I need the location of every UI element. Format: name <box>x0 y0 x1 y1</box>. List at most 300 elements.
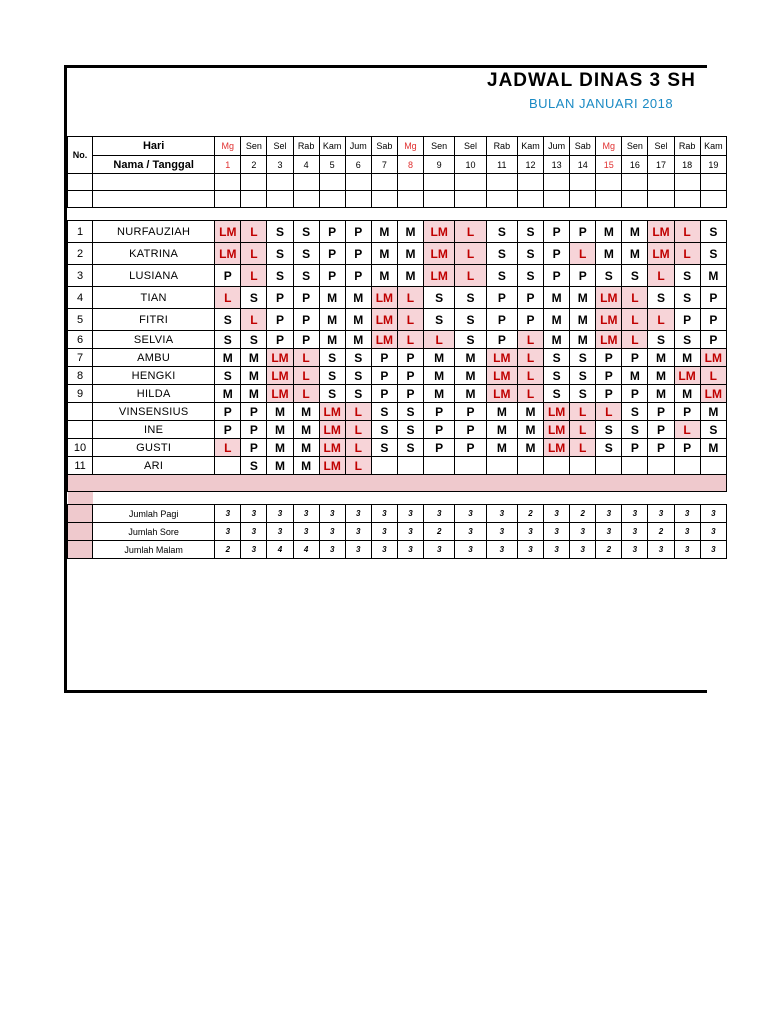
shift-cell[interactable]: P <box>241 439 267 457</box>
empty-cell <box>215 174 241 191</box>
shift-cell[interactable]: S <box>215 331 241 349</box>
shift-cell[interactable]: S <box>674 287 700 309</box>
shift-cell[interactable]: LM <box>319 421 345 439</box>
shift-cell[interactable]: L <box>215 439 241 457</box>
shift-cell[interactable]: LM <box>544 403 570 421</box>
shift-cell[interactable]: M <box>570 331 596 349</box>
shift-cell[interactable]: S <box>700 243 726 265</box>
shift-cell[interactable]: S <box>319 385 345 403</box>
shift-cell[interactable]: M <box>319 287 345 309</box>
shift-cell[interactable]: M <box>397 221 423 243</box>
shift-cell[interactable]: P <box>319 221 345 243</box>
shift-cell[interactable]: S <box>544 367 570 385</box>
shift-cell[interactable]: S <box>371 421 397 439</box>
shift-cell[interactable]: LM <box>267 349 293 367</box>
shift-cell[interactable]: P <box>570 221 596 243</box>
shift-cell[interactable]: P <box>319 265 345 287</box>
shift-cell[interactable]: M <box>486 439 517 457</box>
shift-cell[interactable]: P <box>455 421 486 439</box>
shift-cell[interactable] <box>397 457 423 475</box>
shift-cell[interactable]: P <box>293 287 319 309</box>
shift-cell[interactable]: P <box>319 243 345 265</box>
shift-cell[interactable]: P <box>648 403 674 421</box>
date-cell: 11 <box>486 156 517 174</box>
shift-cell[interactable]: P <box>345 243 371 265</box>
band-side-cell <box>68 523 93 541</box>
shift-cell[interactable]: P <box>241 403 267 421</box>
shift-cell[interactable]: P <box>267 287 293 309</box>
shift-cell[interactable]: M <box>293 403 319 421</box>
shift-cell[interactable]: P <box>700 309 726 331</box>
shift-cell[interactable]: LM <box>215 243 241 265</box>
shift-cell[interactable]: S <box>345 349 371 367</box>
total-value: 3 <box>544 541 570 559</box>
shift-cell[interactable]: P <box>700 331 726 349</box>
shift-cell[interactable]: S <box>596 421 622 439</box>
shift-cell[interactable]: S <box>570 349 596 367</box>
shift-cell[interactable]: S <box>700 221 726 243</box>
shift-cell[interactable]: P <box>544 243 570 265</box>
empty-cell <box>345 174 371 191</box>
empty-cell <box>544 191 570 208</box>
shift-cell[interactable]: L <box>241 309 267 331</box>
shift-cell[interactable]: P <box>700 287 726 309</box>
shift-cell[interactable] <box>215 457 241 475</box>
shift-cell[interactable]: L <box>596 403 622 421</box>
shift-cell[interactable]: L <box>700 367 726 385</box>
shift-cell[interactable]: LM <box>215 221 241 243</box>
shift-cell[interactable]: S <box>293 265 319 287</box>
shift-cell[interactable]: M <box>397 265 423 287</box>
shift-cell[interactable]: LM <box>371 309 397 331</box>
shift-cell[interactable]: P <box>215 403 241 421</box>
shift-cell[interactable]: LM <box>319 457 345 475</box>
staff-row <box>68 265 727 287</box>
shift-cell[interactable]: P <box>455 439 486 457</box>
shift-cell[interactable]: L <box>345 439 371 457</box>
shift-cell[interactable]: LM <box>319 403 345 421</box>
shift-cell[interactable]: L <box>241 221 267 243</box>
shift-cell[interactable]: S <box>455 309 486 331</box>
shift-cell[interactable]: LM <box>424 221 455 243</box>
shift-cell[interactable]: M <box>648 349 674 367</box>
shift-cell[interactable]: P <box>455 403 486 421</box>
shift-cell[interactable]: P <box>517 309 543 331</box>
empty-cell <box>68 191 93 208</box>
shift-cell[interactable]: LM <box>267 385 293 403</box>
date-cell: 5 <box>319 156 345 174</box>
shift-cell[interactable]: L <box>345 403 371 421</box>
shift-cell[interactable]: LM <box>371 287 397 309</box>
shift-cell[interactable]: M <box>241 367 267 385</box>
shift-cell[interactable]: M <box>596 221 622 243</box>
empty-cell <box>648 174 674 191</box>
shift-cell[interactable]: S <box>293 243 319 265</box>
shift-cell[interactable]: M <box>622 221 648 243</box>
shift-cell[interactable]: M <box>517 439 543 457</box>
shift-cell[interactable]: L <box>674 243 700 265</box>
shift-cell[interactable]: S <box>241 287 267 309</box>
staff-row <box>68 421 727 439</box>
shift-cell[interactable]: M <box>397 243 423 265</box>
shift-cell[interactable]: P <box>345 221 371 243</box>
staff-row <box>68 331 727 349</box>
shift-cell[interactable]: S <box>397 439 423 457</box>
shift-cell[interactable]: S <box>241 457 267 475</box>
shift-cell[interactable]: P <box>397 349 423 367</box>
shift-cell[interactable]: L <box>622 287 648 309</box>
shift-cell[interactable]: M <box>517 403 543 421</box>
shift-cell[interactable]: L <box>570 421 596 439</box>
shift-cell[interactable]: M <box>570 309 596 331</box>
shift-cell[interactable]: S <box>544 385 570 403</box>
shift-cell[interactable]: P <box>371 349 397 367</box>
shift-cell[interactable]: LM <box>648 221 674 243</box>
shift-cell[interactable]: P <box>486 331 517 349</box>
shift-cell[interactable]: L <box>345 457 371 475</box>
total-value: 2 <box>517 505 543 523</box>
total-value: 2 <box>596 541 622 559</box>
shift-cell[interactable]: S <box>267 243 293 265</box>
shift-cell[interactable]: M <box>622 367 648 385</box>
shift-cell[interactable]: L <box>345 421 371 439</box>
staff-name: TIAN <box>93 287 215 309</box>
shift-cell[interactable]: M <box>517 421 543 439</box>
shift-cell[interactable]: S <box>345 385 371 403</box>
shift-cell[interactable]: M <box>486 421 517 439</box>
shift-cell[interactable]: M <box>455 367 486 385</box>
shift-cell[interactable]: P <box>293 331 319 349</box>
shift-cell[interactable]: M <box>345 331 371 349</box>
band-side-cell <box>68 492 93 505</box>
shift-cell[interactable]: S <box>424 287 455 309</box>
shift-cell[interactable]: LM <box>371 331 397 349</box>
shift-cell[interactable]: S <box>293 221 319 243</box>
shift-cell[interactable]: M <box>293 457 319 475</box>
staff-row <box>68 457 727 475</box>
shift-cell[interactable] <box>700 457 726 475</box>
shift-cell[interactable]: P <box>267 309 293 331</box>
shift-cell[interactable]: P <box>622 385 648 403</box>
shift-cell[interactable]: M <box>319 331 345 349</box>
shift-cell[interactable] <box>570 457 596 475</box>
shift-cell[interactable]: P <box>596 385 622 403</box>
shift-cell[interactable]: LM <box>544 421 570 439</box>
shift-cell[interactable]: P <box>674 439 700 457</box>
empty-cell <box>517 174 543 191</box>
shift-cell[interactable]: M <box>215 349 241 367</box>
shift-cell[interactable]: LM <box>486 349 517 367</box>
shift-cell[interactable]: S <box>596 265 622 287</box>
staff-name: NURFAUZIAH <box>93 221 215 243</box>
empty-cell <box>622 174 648 191</box>
shift-cell[interactable]: P <box>371 367 397 385</box>
shift-cell[interactable]: S <box>267 221 293 243</box>
shift-cell[interactable]: M <box>267 457 293 475</box>
shift-cell[interactable]: S <box>397 421 423 439</box>
shift-cell[interactable]: LM <box>544 439 570 457</box>
shift-cell[interactable]: P <box>674 403 700 421</box>
shift-cell[interactable] <box>455 457 486 475</box>
hari-header: Hari <box>93 137 215 156</box>
shift-cell[interactable]: S <box>241 331 267 349</box>
shift-cell[interactable]: L <box>517 385 543 403</box>
shift-cell[interactable]: L <box>570 403 596 421</box>
shift-cell[interactable] <box>596 457 622 475</box>
shift-cell[interactable]: S <box>596 439 622 457</box>
shift-cell[interactable]: L <box>674 221 700 243</box>
total-value: 3 <box>215 505 241 523</box>
shift-cell[interactable]: S <box>424 309 455 331</box>
empty-cell <box>293 191 319 208</box>
shift-cell[interactable]: S <box>215 309 241 331</box>
shift-cell[interactable]: L <box>293 349 319 367</box>
total-value: 3 <box>345 541 371 559</box>
shift-cell[interactable]: S <box>648 331 674 349</box>
shift-cell[interactable]: S <box>319 349 345 367</box>
shift-cell[interactable]: LM <box>596 287 622 309</box>
shift-cell[interactable]: P <box>424 403 455 421</box>
shift-cell[interactable]: M <box>345 287 371 309</box>
shift-cell[interactable]: M <box>215 385 241 403</box>
day-name-cell: Rab <box>486 137 517 156</box>
staff-number: 2 <box>68 243 93 265</box>
shift-cell[interactable]: LM <box>674 367 700 385</box>
shift-cell[interactable]: S <box>215 367 241 385</box>
shift-cell[interactable]: S <box>570 367 596 385</box>
total-value: 3 <box>371 541 397 559</box>
shift-cell[interactable]: L <box>517 331 543 349</box>
shift-cell[interactable]: M <box>424 349 455 367</box>
shift-cell[interactable] <box>424 457 455 475</box>
shift-cell[interactable]: M <box>648 367 674 385</box>
shift-cell[interactable] <box>622 457 648 475</box>
shift-cell[interactable] <box>517 457 543 475</box>
shift-cell[interactable]: L <box>622 331 648 349</box>
shift-cell[interactable]: S <box>700 421 726 439</box>
shift-cell[interactable]: M <box>267 439 293 457</box>
shift-cell[interactable]: M <box>424 385 455 403</box>
shift-cell[interactable]: M <box>293 421 319 439</box>
shift-cell[interactable]: LM <box>267 367 293 385</box>
shift-cell[interactable]: P <box>293 309 319 331</box>
staff-row <box>68 309 727 331</box>
shift-cell[interactable] <box>648 457 674 475</box>
shift-cell[interactable]: P <box>648 439 674 457</box>
total-value: 3 <box>486 541 517 559</box>
shift-cell[interactable]: L <box>622 309 648 331</box>
shift-cell[interactable]: P <box>215 265 241 287</box>
shift-cell[interactable]: P <box>424 421 455 439</box>
empty-cell <box>596 174 622 191</box>
total-value: 4 <box>267 541 293 559</box>
shift-cell[interactable]: S <box>345 367 371 385</box>
shift-cell[interactable]: M <box>544 287 570 309</box>
shift-cell[interactable]: S <box>267 265 293 287</box>
shift-cell[interactable] <box>371 457 397 475</box>
shift-cell[interactable]: P <box>267 331 293 349</box>
shift-cell[interactable]: S <box>397 403 423 421</box>
shift-cell[interactable]: M <box>241 385 267 403</box>
shift-cell[interactable]: P <box>544 221 570 243</box>
staff-number: 3 <box>68 265 93 287</box>
band-cell <box>68 475 727 492</box>
shift-cell[interactable]: S <box>455 331 486 349</box>
shift-cell[interactable]: LM <box>424 265 455 287</box>
shift-cell[interactable]: P <box>622 439 648 457</box>
shift-cell[interactable]: M <box>293 439 319 457</box>
shift-cell[interactable] <box>486 457 517 475</box>
staff-number: 8 <box>68 367 93 385</box>
shift-cell[interactable]: P <box>424 439 455 457</box>
shift-cell[interactable]: S <box>455 287 486 309</box>
shift-cell[interactable]: M <box>674 349 700 367</box>
empty-cell <box>319 191 345 208</box>
shift-cell[interactable]: L <box>215 287 241 309</box>
shift-cell[interactable]: S <box>674 331 700 349</box>
shift-cell[interactable]: P <box>486 309 517 331</box>
shift-cell[interactable]: L <box>397 309 423 331</box>
shift-cell[interactable]: S <box>486 221 517 243</box>
shift-cell[interactable]: S <box>319 367 345 385</box>
shift-cell[interactable]: LM <box>319 439 345 457</box>
shift-cell[interactable]: LM <box>700 385 726 403</box>
shift-cell[interactable]: M <box>345 309 371 331</box>
day-name-cell: Kam <box>700 137 726 156</box>
shift-cell[interactable]: P <box>544 265 570 287</box>
shift-cell[interactable]: L <box>241 243 267 265</box>
shift-cell[interactable]: L <box>570 243 596 265</box>
shift-cell[interactable]: L <box>455 243 486 265</box>
shift-cell[interactable]: P <box>486 287 517 309</box>
shift-cell[interactable]: P <box>570 265 596 287</box>
total-value: 2 <box>570 505 596 523</box>
total-value: 3 <box>371 505 397 523</box>
shift-cell[interactable]: S <box>674 265 700 287</box>
shift-cell[interactable]: L <box>424 331 455 349</box>
shift-cell[interactable]: M <box>700 439 726 457</box>
shift-cell[interactable]: LM <box>596 309 622 331</box>
shift-cell[interactable]: LM <box>648 243 674 265</box>
shift-cell[interactable]: M <box>241 349 267 367</box>
total-value: 3 <box>486 523 517 541</box>
shift-cell[interactable]: P <box>215 421 241 439</box>
shift-cell[interactable]: M <box>455 349 486 367</box>
shift-cell[interactable]: M <box>622 243 648 265</box>
shift-cell[interactable]: LM <box>486 367 517 385</box>
total-value: 3 <box>596 505 622 523</box>
shift-cell[interactable]: M <box>371 243 397 265</box>
date-cell: 17 <box>648 156 674 174</box>
shift-cell[interactable]: L <box>517 367 543 385</box>
empty-cell <box>648 191 674 208</box>
shift-cell[interactable]: M <box>319 309 345 331</box>
shift-cell[interactable]: S <box>570 385 596 403</box>
shift-cell[interactable]: S <box>622 403 648 421</box>
staff-row <box>68 385 727 403</box>
shift-cell[interactable]: L <box>293 385 319 403</box>
shift-cell[interactable]: S <box>544 349 570 367</box>
shift-cell[interactable]: L <box>570 439 596 457</box>
staff-row <box>68 403 727 421</box>
shift-cell[interactable]: M <box>544 309 570 331</box>
shift-cell[interactable] <box>544 457 570 475</box>
shift-cell[interactable]: M <box>267 421 293 439</box>
shift-cell[interactable]: L <box>517 349 543 367</box>
shift-cell[interactable]: L <box>397 331 423 349</box>
shift-cell[interactable]: M <box>674 385 700 403</box>
shift-cell[interactable]: S <box>517 221 543 243</box>
shift-cell[interactable]: M <box>544 331 570 349</box>
shift-cell[interactable]: L <box>397 287 423 309</box>
shift-cell[interactable]: P <box>397 385 423 403</box>
shift-cell[interactable] <box>674 457 700 475</box>
shift-cell[interactable]: M <box>596 243 622 265</box>
shift-cell[interactable]: M <box>700 265 726 287</box>
shift-cell[interactable]: M <box>371 221 397 243</box>
empty-cell <box>293 174 319 191</box>
shift-cell[interactable]: S <box>648 287 674 309</box>
shift-cell[interactable]: S <box>371 403 397 421</box>
total-value: 3 <box>424 505 455 523</box>
shift-cell[interactable]: S <box>371 439 397 457</box>
shift-cell[interactable]: L <box>648 309 674 331</box>
shift-cell[interactable]: S <box>622 265 648 287</box>
totals-label: Jumlah Malam <box>93 541 215 559</box>
shift-cell[interactable]: L <box>241 265 267 287</box>
shift-cell[interactable]: LM <box>596 331 622 349</box>
staff-name: VINSENSIUS <box>93 403 215 421</box>
shift-cell[interactable]: M <box>648 385 674 403</box>
shift-cell[interactable]: L <box>293 367 319 385</box>
shift-cell[interactable]: S <box>517 243 543 265</box>
shift-cell[interactable]: P <box>622 349 648 367</box>
shift-cell[interactable]: M <box>455 385 486 403</box>
total-value: 3 <box>622 505 648 523</box>
day-name-cell: Rab <box>293 137 319 156</box>
shift-cell[interactable]: S <box>486 243 517 265</box>
shift-cell[interactable]: M <box>424 367 455 385</box>
shift-cell[interactable]: P <box>371 385 397 403</box>
shift-cell[interactable]: L <box>674 421 700 439</box>
shift-cell[interactable]: P <box>596 349 622 367</box>
shift-cell[interactable]: M <box>267 403 293 421</box>
shift-cell[interactable]: M <box>371 265 397 287</box>
shift-cell[interactable]: P <box>674 309 700 331</box>
shift-cell[interactable]: M <box>700 403 726 421</box>
shift-cell[interactable]: L <box>455 221 486 243</box>
shift-cell[interactable]: S <box>517 265 543 287</box>
shift-cell[interactable]: M <box>570 287 596 309</box>
shift-cell[interactable]: L <box>455 265 486 287</box>
shift-cell[interactable]: S <box>622 421 648 439</box>
shift-cell[interactable]: L <box>648 265 674 287</box>
shift-cell[interactable]: P <box>596 367 622 385</box>
shift-cell[interactable]: P <box>648 421 674 439</box>
total-value: 3 <box>319 505 345 523</box>
date-cell: 18 <box>674 156 700 174</box>
shift-cell[interactable]: S <box>486 265 517 287</box>
shift-cell[interactable]: LM <box>486 385 517 403</box>
shift-cell[interactable]: P <box>345 265 371 287</box>
shift-cell[interactable]: P <box>241 421 267 439</box>
schedule-table <box>67 136 727 559</box>
shift-cell[interactable]: M <box>486 403 517 421</box>
shift-cell[interactable]: LM <box>424 243 455 265</box>
shift-cell[interactable]: P <box>397 367 423 385</box>
shift-cell[interactable]: P <box>517 287 543 309</box>
shift-cell[interactable]: LM <box>700 349 726 367</box>
